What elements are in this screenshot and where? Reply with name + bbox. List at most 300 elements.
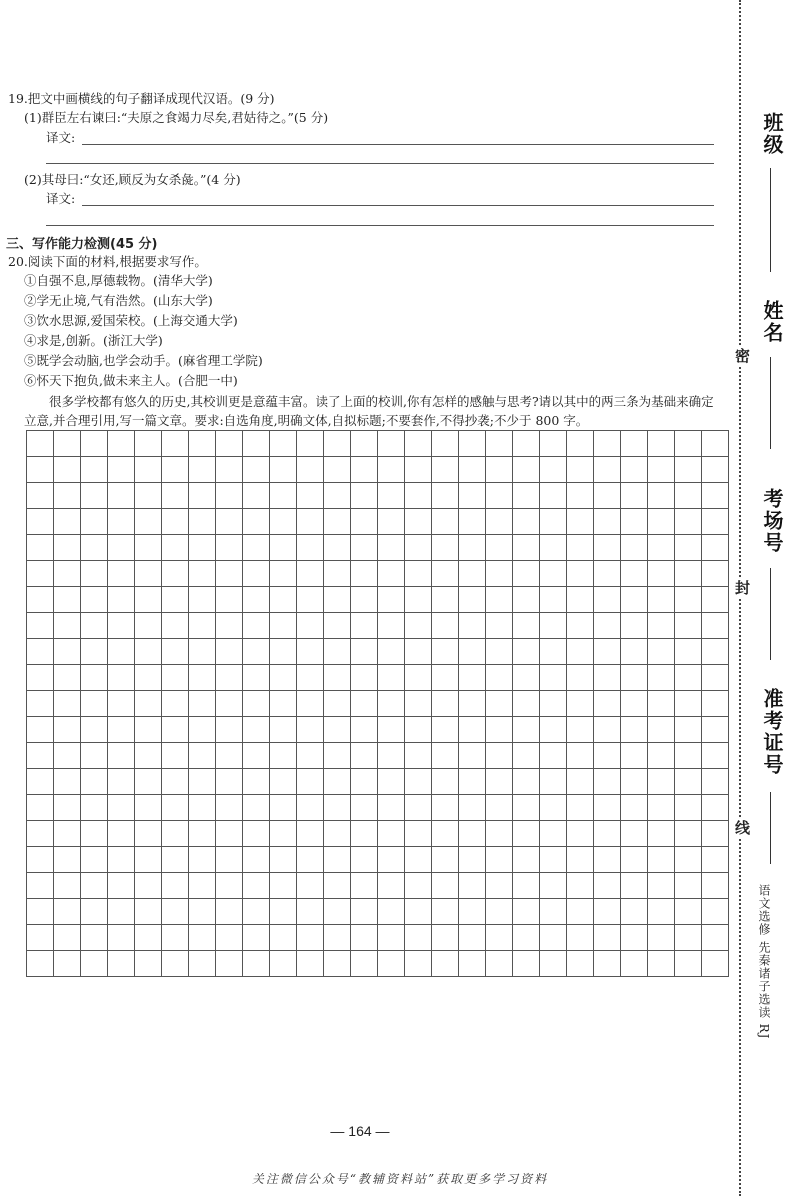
grid-cell[interactable] xyxy=(378,691,405,717)
grid-cell[interactable] xyxy=(567,665,594,691)
grid-cell[interactable] xyxy=(513,431,540,457)
grid-cell[interactable] xyxy=(162,483,189,509)
grid-cell[interactable] xyxy=(513,821,540,847)
grid-cell[interactable] xyxy=(675,925,702,951)
grid-cell[interactable] xyxy=(54,821,81,847)
grid-cell[interactable] xyxy=(675,743,702,769)
grid-cell[interactable] xyxy=(81,925,108,951)
grid-cell[interactable] xyxy=(297,951,324,977)
grid-cell[interactable] xyxy=(459,587,486,613)
grid-cell[interactable] xyxy=(81,561,108,587)
grid-cell[interactable] xyxy=(432,691,459,717)
grid-cell[interactable] xyxy=(540,873,567,899)
grid-cell[interactable] xyxy=(54,951,81,977)
grid-cell[interactable] xyxy=(135,431,162,457)
grid-cell[interactable] xyxy=(324,691,351,717)
grid-cell[interactable] xyxy=(270,509,297,535)
grid-cell[interactable] xyxy=(135,639,162,665)
grid-cell[interactable] xyxy=(135,457,162,483)
grid-cell[interactable] xyxy=(648,613,675,639)
grid-cell[interactable] xyxy=(54,431,81,457)
grid-cell[interactable] xyxy=(189,535,216,561)
grid-cell[interactable] xyxy=(27,613,54,639)
grid-cell[interactable] xyxy=(378,795,405,821)
grid-cell[interactable] xyxy=(432,561,459,587)
grid-cell[interactable] xyxy=(351,431,378,457)
grid-cell[interactable] xyxy=(243,561,270,587)
grid-cell[interactable] xyxy=(243,717,270,743)
grid-cell[interactable] xyxy=(351,769,378,795)
grid-cell[interactable] xyxy=(216,509,243,535)
grid-cell[interactable] xyxy=(540,665,567,691)
grid-cell[interactable] xyxy=(540,951,567,977)
grid-cell[interactable] xyxy=(351,483,378,509)
grid-cell[interactable] xyxy=(405,665,432,691)
grid-cell[interactable] xyxy=(486,925,513,951)
grid-cell[interactable] xyxy=(297,691,324,717)
grid-cell[interactable] xyxy=(54,925,81,951)
grid-cell[interactable] xyxy=(621,795,648,821)
grid-cell[interactable] xyxy=(621,483,648,509)
grid-cell[interactable] xyxy=(594,457,621,483)
grid-cell[interactable] xyxy=(243,899,270,925)
grid-cell[interactable] xyxy=(405,613,432,639)
grid-cell[interactable] xyxy=(405,743,432,769)
grid-cell[interactable] xyxy=(486,535,513,561)
grid-cell[interactable] xyxy=(459,951,486,977)
grid-cell[interactable] xyxy=(675,691,702,717)
grid-cell[interactable] xyxy=(81,431,108,457)
grid-cell[interactable] xyxy=(378,483,405,509)
grid-cell[interactable] xyxy=(621,509,648,535)
admission-number-field[interactable] xyxy=(770,792,771,864)
grid-cell[interactable] xyxy=(675,873,702,899)
grid-cell[interactable] xyxy=(243,821,270,847)
grid-cell[interactable] xyxy=(459,613,486,639)
grid-cell[interactable] xyxy=(378,899,405,925)
grid-cell[interactable] xyxy=(486,483,513,509)
grid-cell[interactable] xyxy=(324,795,351,821)
grid-cell[interactable] xyxy=(243,483,270,509)
grid-cell[interactable] xyxy=(513,561,540,587)
grid-cell[interactable] xyxy=(216,873,243,899)
grid-cell[interactable] xyxy=(702,873,729,899)
grid-cell[interactable] xyxy=(216,743,243,769)
grid-cell[interactable] xyxy=(324,587,351,613)
grid-cell[interactable] xyxy=(648,899,675,925)
grid-cell[interactable] xyxy=(405,795,432,821)
grid-cell[interactable] xyxy=(27,691,54,717)
grid-cell[interactable] xyxy=(54,717,81,743)
grid-cell[interactable] xyxy=(162,873,189,899)
grid-cell[interactable] xyxy=(648,951,675,977)
grid-cell[interactable] xyxy=(459,925,486,951)
grid-cell[interactable] xyxy=(513,769,540,795)
grid-cell[interactable] xyxy=(648,561,675,587)
grid-cell[interactable] xyxy=(513,639,540,665)
grid-cell[interactable] xyxy=(459,899,486,925)
grid-cell[interactable] xyxy=(81,613,108,639)
answer-line[interactable] xyxy=(82,144,714,145)
grid-cell[interactable] xyxy=(189,483,216,509)
grid-cell[interactable] xyxy=(216,457,243,483)
grid-cell[interactable] xyxy=(378,509,405,535)
grid-cell[interactable] xyxy=(351,873,378,899)
grid-cell[interactable] xyxy=(567,639,594,665)
grid-cell[interactable] xyxy=(297,899,324,925)
grid-cell[interactable] xyxy=(648,587,675,613)
grid-cell[interactable] xyxy=(351,509,378,535)
grid-cell[interactable] xyxy=(81,665,108,691)
grid-cell[interactable] xyxy=(243,587,270,613)
grid-cell[interactable] xyxy=(675,483,702,509)
grid-cell[interactable] xyxy=(486,821,513,847)
grid-cell[interactable] xyxy=(54,743,81,769)
grid-cell[interactable] xyxy=(648,769,675,795)
grid-cell[interactable] xyxy=(81,795,108,821)
grid-cell[interactable] xyxy=(702,925,729,951)
grid-cell[interactable] xyxy=(189,665,216,691)
grid-cell[interactable] xyxy=(135,951,162,977)
grid-cell[interactable] xyxy=(108,613,135,639)
grid-cell[interactable] xyxy=(351,847,378,873)
grid-cell[interactable] xyxy=(297,873,324,899)
grid-cell[interactable] xyxy=(594,821,621,847)
grid-cell[interactable] xyxy=(567,769,594,795)
grid-cell[interactable] xyxy=(297,821,324,847)
grid-cell[interactable] xyxy=(135,925,162,951)
grid-cell[interactable] xyxy=(270,535,297,561)
grid-cell[interactable] xyxy=(513,873,540,899)
grid-cell[interactable] xyxy=(594,769,621,795)
grid-cell[interactable] xyxy=(702,717,729,743)
grid-cell[interactable] xyxy=(378,717,405,743)
grid-cell[interactable] xyxy=(459,717,486,743)
grid-cell[interactable] xyxy=(27,665,54,691)
grid-cell[interactable] xyxy=(297,665,324,691)
grid-cell[interactable] xyxy=(324,457,351,483)
grid-cell[interactable] xyxy=(324,665,351,691)
grid-cell[interactable] xyxy=(675,431,702,457)
grid-cell[interactable] xyxy=(351,561,378,587)
grid-cell[interactable] xyxy=(351,587,378,613)
grid-cell[interactable] xyxy=(216,795,243,821)
grid-cell[interactable] xyxy=(243,873,270,899)
grid-cell[interactable] xyxy=(486,951,513,977)
grid-cell[interactable] xyxy=(135,717,162,743)
grid-cell[interactable] xyxy=(162,535,189,561)
grid-cell[interactable] xyxy=(621,665,648,691)
grid-cell[interactable] xyxy=(405,951,432,977)
grid-cell[interactable] xyxy=(540,925,567,951)
grid-cell[interactable] xyxy=(81,457,108,483)
grid-cell[interactable] xyxy=(189,899,216,925)
grid-cell[interactable] xyxy=(243,769,270,795)
grid-cell[interactable] xyxy=(27,925,54,951)
grid-cell[interactable] xyxy=(378,431,405,457)
grid-cell[interactable] xyxy=(27,717,54,743)
grid-cell[interactable] xyxy=(135,821,162,847)
grid-cell[interactable] xyxy=(54,847,81,873)
grid-cell[interactable] xyxy=(135,847,162,873)
grid-cell[interactable] xyxy=(270,483,297,509)
grid-cell[interactable] xyxy=(432,587,459,613)
grid-cell[interactable] xyxy=(378,639,405,665)
grid-cell[interactable] xyxy=(486,639,513,665)
grid-cell[interactable] xyxy=(459,847,486,873)
grid-cell[interactable] xyxy=(54,665,81,691)
grid-cell[interactable] xyxy=(594,639,621,665)
grid-cell[interactable] xyxy=(594,899,621,925)
grid-cell[interactable] xyxy=(54,613,81,639)
grid-cell[interactable] xyxy=(216,613,243,639)
grid-cell[interactable] xyxy=(405,639,432,665)
grid-cell[interactable] xyxy=(216,431,243,457)
grid-cell[interactable] xyxy=(702,847,729,873)
grid-cell[interactable] xyxy=(81,847,108,873)
grid-cell[interactable] xyxy=(270,457,297,483)
grid-cell[interactable] xyxy=(594,613,621,639)
grid-cell[interactable] xyxy=(162,509,189,535)
grid-cell[interactable] xyxy=(297,847,324,873)
grid-cell[interactable] xyxy=(243,795,270,821)
answer-line[interactable] xyxy=(46,225,714,226)
grid-cell[interactable] xyxy=(540,899,567,925)
grid-cell[interactable] xyxy=(486,769,513,795)
grid-cell[interactable] xyxy=(135,743,162,769)
grid-cell[interactable] xyxy=(297,925,324,951)
grid-cell[interactable] xyxy=(648,509,675,535)
grid-cell[interactable] xyxy=(216,821,243,847)
grid-cell[interactable] xyxy=(702,639,729,665)
grid-cell[interactable] xyxy=(459,639,486,665)
grid-cell[interactable] xyxy=(27,743,54,769)
grid-cell[interactable] xyxy=(378,847,405,873)
grid-cell[interactable] xyxy=(648,457,675,483)
grid-cell[interactable] xyxy=(189,639,216,665)
grid-cell[interactable] xyxy=(378,951,405,977)
grid-cell[interactable] xyxy=(135,873,162,899)
grid-cell[interactable] xyxy=(324,925,351,951)
grid-cell[interactable] xyxy=(486,847,513,873)
grid-cell[interactable] xyxy=(405,821,432,847)
grid-cell[interactable] xyxy=(540,561,567,587)
grid-cell[interactable] xyxy=(567,951,594,977)
grid-cell[interactable] xyxy=(27,821,54,847)
answer-line[interactable] xyxy=(46,163,714,164)
grid-cell[interactable] xyxy=(135,535,162,561)
grid-cell[interactable] xyxy=(567,509,594,535)
grid-cell[interactable] xyxy=(513,925,540,951)
grid-cell[interactable] xyxy=(162,743,189,769)
grid-cell[interactable] xyxy=(189,821,216,847)
grid-cell[interactable] xyxy=(54,535,81,561)
grid-cell[interactable] xyxy=(513,951,540,977)
grid-cell[interactable] xyxy=(486,509,513,535)
grid-cell[interactable] xyxy=(162,925,189,951)
grid-cell[interactable] xyxy=(324,899,351,925)
grid-cell[interactable] xyxy=(162,951,189,977)
grid-cell[interactable] xyxy=(594,431,621,457)
grid-cell[interactable] xyxy=(270,639,297,665)
grid-cell[interactable] xyxy=(405,847,432,873)
grid-cell[interactable] xyxy=(432,457,459,483)
grid-cell[interactable] xyxy=(297,795,324,821)
grid-cell[interactable] xyxy=(108,665,135,691)
grid-cell[interactable] xyxy=(675,769,702,795)
grid-cell[interactable] xyxy=(513,899,540,925)
grid-cell[interactable] xyxy=(54,639,81,665)
grid-cell[interactable] xyxy=(513,535,540,561)
grid-cell[interactable] xyxy=(189,769,216,795)
grid-cell[interactable] xyxy=(621,821,648,847)
grid-cell[interactable] xyxy=(270,795,297,821)
grid-cell[interactable] xyxy=(675,951,702,977)
grid-cell[interactable] xyxy=(351,665,378,691)
grid-cell[interactable] xyxy=(702,795,729,821)
grid-cell[interactable] xyxy=(432,535,459,561)
grid-cell[interactable] xyxy=(513,743,540,769)
grid-cell[interactable] xyxy=(27,847,54,873)
grid-cell[interactable] xyxy=(270,613,297,639)
class-field[interactable] xyxy=(770,168,771,272)
grid-cell[interactable] xyxy=(594,925,621,951)
grid-cell[interactable] xyxy=(378,587,405,613)
grid-cell[interactable] xyxy=(567,847,594,873)
grid-cell[interactable] xyxy=(567,613,594,639)
grid-cell[interactable] xyxy=(459,821,486,847)
grid-cell[interactable] xyxy=(270,847,297,873)
grid-cell[interactable] xyxy=(162,587,189,613)
grid-cell[interactable] xyxy=(108,691,135,717)
answer-line[interactable] xyxy=(82,205,714,206)
grid-cell[interactable] xyxy=(540,847,567,873)
grid-cell[interactable] xyxy=(108,509,135,535)
grid-cell[interactable] xyxy=(135,769,162,795)
grid-cell[interactable] xyxy=(270,691,297,717)
grid-cell[interactable] xyxy=(540,613,567,639)
grid-cell[interactable] xyxy=(162,691,189,717)
grid-cell[interactable] xyxy=(675,639,702,665)
grid-cell[interactable] xyxy=(486,717,513,743)
grid-cell[interactable] xyxy=(540,821,567,847)
grid-cell[interactable] xyxy=(270,431,297,457)
grid-cell[interactable] xyxy=(648,431,675,457)
grid-cell[interactable] xyxy=(54,691,81,717)
grid-cell[interactable] xyxy=(648,691,675,717)
grid-cell[interactable] xyxy=(405,925,432,951)
grid-cell[interactable] xyxy=(621,587,648,613)
grid-cell[interactable] xyxy=(621,561,648,587)
grid-cell[interactable] xyxy=(135,665,162,691)
grid-cell[interactable] xyxy=(108,821,135,847)
grid-cell[interactable] xyxy=(270,561,297,587)
grid-cell[interactable] xyxy=(486,457,513,483)
grid-cell[interactable] xyxy=(324,951,351,977)
grid-cell[interactable] xyxy=(270,769,297,795)
grid-cell[interactable] xyxy=(432,925,459,951)
grid-cell[interactable] xyxy=(567,457,594,483)
grid-cell[interactable] xyxy=(594,509,621,535)
grid-cell[interactable] xyxy=(270,821,297,847)
grid-cell[interactable] xyxy=(594,483,621,509)
grid-cell[interactable] xyxy=(702,613,729,639)
grid-cell[interactable] xyxy=(243,613,270,639)
grid-cell[interactable] xyxy=(405,457,432,483)
grid-cell[interactable] xyxy=(405,769,432,795)
grid-cell[interactable] xyxy=(243,535,270,561)
grid-cell[interactable] xyxy=(351,717,378,743)
grid-cell[interactable] xyxy=(135,561,162,587)
grid-cell[interactable] xyxy=(405,717,432,743)
grid-cell[interactable] xyxy=(513,613,540,639)
grid-cell[interactable] xyxy=(216,587,243,613)
grid-cell[interactable] xyxy=(108,873,135,899)
grid-cell[interactable] xyxy=(459,873,486,899)
writing-grid[interactable] xyxy=(26,430,729,977)
grid-cell[interactable] xyxy=(675,561,702,587)
grid-cell[interactable] xyxy=(486,899,513,925)
grid-cell[interactable] xyxy=(189,795,216,821)
grid-cell[interactable] xyxy=(621,613,648,639)
grid-cell[interactable] xyxy=(432,509,459,535)
grid-cell[interactable] xyxy=(540,431,567,457)
grid-cell[interactable] xyxy=(675,509,702,535)
grid-cell[interactable] xyxy=(702,743,729,769)
grid-cell[interactable] xyxy=(621,847,648,873)
grid-cell[interactable] xyxy=(216,665,243,691)
grid-cell[interactable] xyxy=(486,873,513,899)
grid-cell[interactable] xyxy=(540,483,567,509)
grid-cell[interactable] xyxy=(432,665,459,691)
grid-cell[interactable] xyxy=(621,899,648,925)
grid-cell[interactable] xyxy=(432,769,459,795)
grid-cell[interactable] xyxy=(81,691,108,717)
grid-cell[interactable] xyxy=(648,795,675,821)
grid-cell[interactable] xyxy=(567,821,594,847)
grid-cell[interactable] xyxy=(621,951,648,977)
grid-cell[interactable] xyxy=(297,613,324,639)
grid-cell[interactable] xyxy=(54,457,81,483)
grid-cell[interactable] xyxy=(135,509,162,535)
grid-cell[interactable] xyxy=(216,769,243,795)
grid-cell[interactable] xyxy=(432,717,459,743)
grid-cell[interactable] xyxy=(189,847,216,873)
grid-cell[interactable] xyxy=(216,483,243,509)
grid-cell[interactable] xyxy=(135,613,162,639)
grid-cell[interactable] xyxy=(216,717,243,743)
grid-cell[interactable] xyxy=(702,769,729,795)
grid-cell[interactable] xyxy=(270,665,297,691)
grid-cell[interactable] xyxy=(324,821,351,847)
grid-cell[interactable] xyxy=(270,925,297,951)
grid-cell[interactable] xyxy=(513,795,540,821)
grid-cell[interactable] xyxy=(702,483,729,509)
grid-cell[interactable] xyxy=(351,899,378,925)
grid-cell[interactable] xyxy=(675,457,702,483)
grid-cell[interactable] xyxy=(27,431,54,457)
grid-cell[interactable] xyxy=(324,483,351,509)
grid-cell[interactable] xyxy=(108,951,135,977)
grid-cell[interactable] xyxy=(567,873,594,899)
grid-cell[interactable] xyxy=(324,561,351,587)
grid-cell[interactable] xyxy=(27,483,54,509)
grid-cell[interactable] xyxy=(648,535,675,561)
grid-cell[interactable] xyxy=(108,483,135,509)
grid-cell[interactable] xyxy=(486,431,513,457)
grid-cell[interactable] xyxy=(108,431,135,457)
grid-cell[interactable] xyxy=(216,925,243,951)
